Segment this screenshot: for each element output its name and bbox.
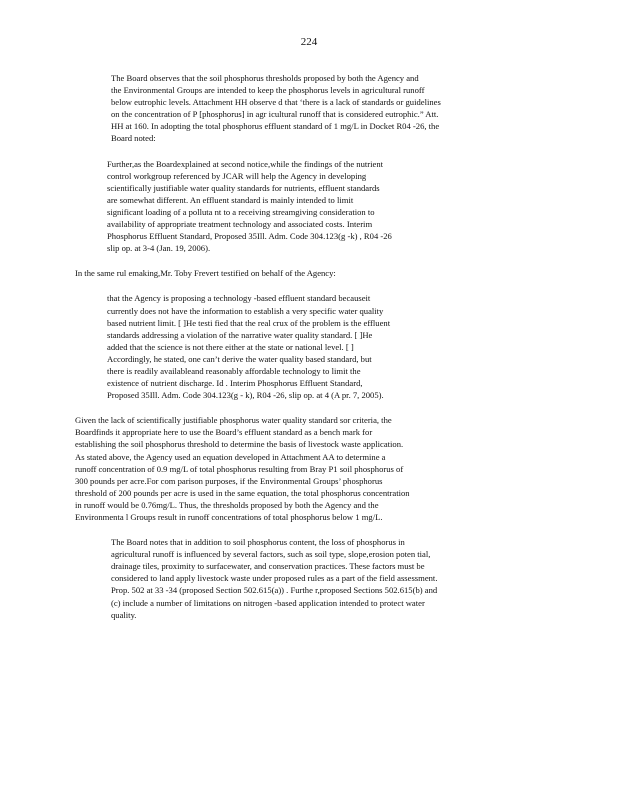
text-line: are somewhat different. An effluent standard is mainly intended to limit — [107, 194, 354, 205]
paragraph-soil-thresholds — [75, 72, 537, 145]
text-line: Further,as the Boardexplained at second notice,while the findings of the nutrient — [107, 158, 384, 169]
text-line: existence of nutrient discharge. Id . Interim Phosphorus Effluent Standard, — [107, 378, 363, 389]
text-line: based nutrient limit. [ ]He testi fied that the real crux of the problem is the effluent — [107, 317, 391, 328]
text-line: considered to land apply livestock waste under proposed rules as a part of the field assessment. — [111, 573, 438, 584]
text-line: scientifically justifiable water quality standards for nutrients, effluent standards — [107, 182, 380, 193]
text-line: In the same rul emaking,Mr. Toby Frevert testified on behalf of the Agency: — [75, 268, 336, 279]
text-line: (c) include a number of limitations on nitrogen -based application intended to protect water — [111, 597, 425, 608]
text-line: below eutrophic levels. Attachment HH observe d that ‘there is a lack of standards or guidelines — [111, 97, 441, 108]
text-line: quality. — [111, 609, 137, 620]
paragraph-runoff-factors — [75, 536, 537, 621]
text-line: drainage tiles, proximity to surfacewater, and conservation practices. These factors must be — [111, 561, 425, 572]
text-line: The Board notes that in addition to soil phosphorus content, the loss of phosphorus in — [111, 537, 405, 548]
text-line: the Environmental Groups are intended to keep the phosphorus levels in agricultural runoff — [111, 85, 425, 96]
text-line: runoff concentration of 0.9 mg/L of total phosphorus resulting from Bray P1 soil phosphorus of — [75, 463, 404, 474]
text-line: As stated above, the Agency used an equation developed in Attachment AA to determine a — [75, 451, 386, 462]
text-line: agricultural runoff is influenced by several factors, such as soil type, slope,erosion poten tial, — [111, 549, 431, 560]
text-line: Accordingly, he stated, one can’t derive the water quality based standard, but — [107, 353, 372, 364]
text-line: control workgroup referenced by JCAR will help the Agency in developing — [107, 170, 367, 181]
text-line: Prop. 502 at 33 -34 (proposed Section 502.615(a)) . Furthe r,proposed Sections 502.615(b) and — [111, 585, 438, 596]
page-number: 224 — [300, 36, 318, 48]
text-line: standards addressing a violation of the narrative water quality standard. [ ]He — [107, 329, 373, 340]
text-line: availability of appropriate treatment technology and associated costs. Interim — [107, 219, 373, 230]
text-line: there is readily availableand reasonably affordable technology to limit the — [107, 365, 361, 376]
paragraph-benchmark — [75, 414, 537, 523]
text-line: establishing the soil phosphorus threshold to determine the basis of livestock waste application. — [75, 439, 404, 450]
text-line: HH at 160. In adopting the total phosphorus effluent standard of 1 mg/L in Docket R04 -26, the — [111, 121, 440, 132]
text-line: Boardfinds it appropriate here to use the Board’s effluent standard as a bench mark for — [75, 427, 373, 438]
text-line: The Board observes that the soil phosphorus thresholds proposed by both the Agency and — [111, 73, 419, 83]
text-line: on the concentration of P [phosphorus] in agr icultural runoff that is considered eutrophic.” Att. — [111, 109, 439, 120]
text-line: Board noted: — [111, 133, 156, 144]
text-line: threshold of 200 pounds per acre is used in the same equation, the total phosphorus concentration — [75, 487, 410, 498]
text-line: Proposed 35Ill. Adm. Code 304.123(g - k), R04 -26, slip op. at 4 (A pr. 7, 2005). — [107, 390, 384, 401]
text-line: significant loading of a polluta nt to a receiving streamgiving consideration to — [107, 206, 375, 217]
text-line: slip op. at 3-4 (Jan. 19, 2006). — [107, 243, 211, 254]
block-quote-board — [75, 158, 537, 255]
text-line: that the Agency is proposing a technology -based effluent standard becauseit — [107, 293, 371, 304]
text-line: Environmenta l Groups result in runoff concentrations of total phosphorus below 1 mg/L. — [75, 512, 383, 522]
block-quote-frevert — [75, 292, 537, 401]
document-body — [75, 72, 537, 634]
text-line: Phosphorus Effluent Standard, Proposed 35Ill. Adm. Code 304.123(g -k) , R04 -26 — [107, 231, 392, 242]
text-line: 300 pounds per acre.For com parison purposes, if the Environmental Groups’ phosphorus — [75, 475, 383, 486]
text-line: in runoff would be 0.76mg/L. Thus, the thresholds proposed by both the Agency and the — [75, 499, 379, 510]
text-line: Given the lack of scientifically justifiable phosphorus water quality standard sor criteria, the — [75, 415, 392, 426]
paragraph-frevert-intro — [75, 267, 537, 279]
text-line: currently does not have the information to establish a very specific water quality — [107, 305, 384, 316]
text-line: added that the science is not there either at the state or national level. [ ] — [107, 341, 354, 352]
